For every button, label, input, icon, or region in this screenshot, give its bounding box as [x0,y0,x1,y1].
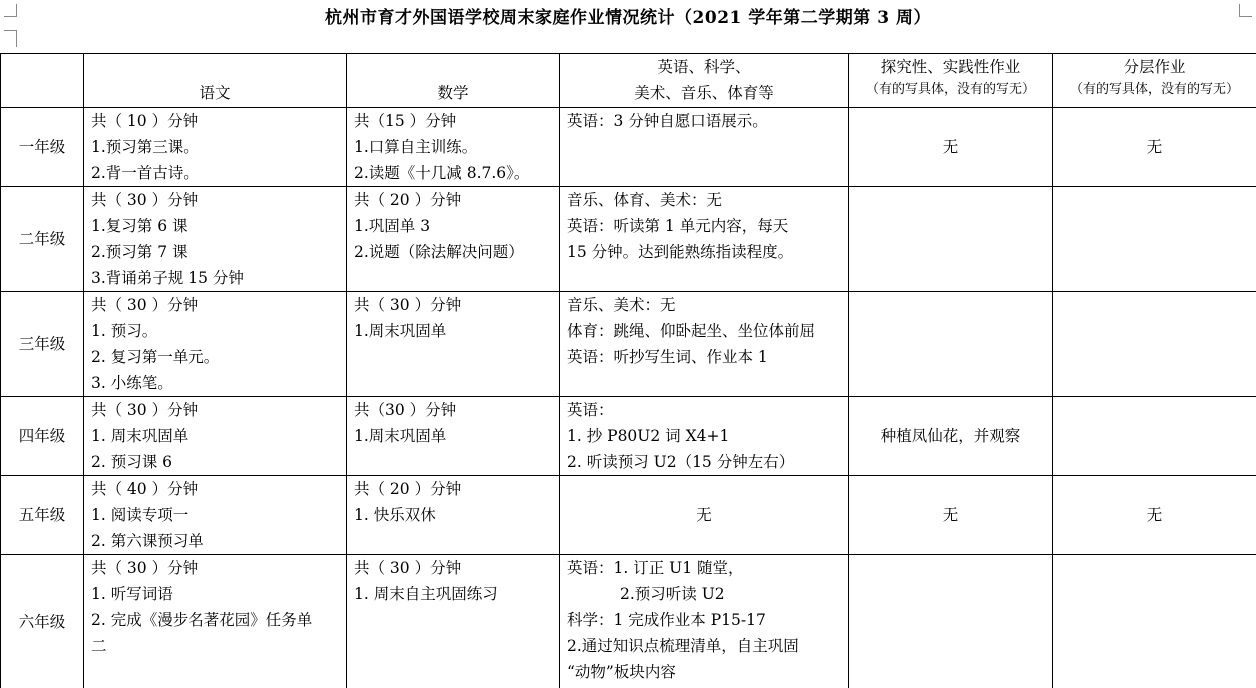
other-subjects-cell: 音乐、体育、美术：无 英语：听读第 1 单元内容，每天 15 分钟。达到能熟练指读程度。 [560,187,849,292]
other-subjects-cell: 英语： 1. 抄 P80U2 词 X4+1 2. 听读预习 U2（15 分钟左右） [560,397,849,476]
grade-label: 六年级 [1,555,84,688]
header-row [1,54,1256,108]
crop-mark-left [4,30,17,47]
header-grade [1,54,84,108]
document-title: 杭州市育才外国语学校周末家庭作业情况统计（2021 学年第二学期第 3 周） [325,8,931,28]
other-subjects-cell: 英语：1. 订正 U1 随堂， 2.预习听读 U2 科学：1 完成作业本 P15-17 2.通过知识点梳理清单，自主巩固 “动物”板块内容 [560,555,849,688]
inquiry-cell: 无 [849,108,1053,187]
math-cell: 共（30 ）分钟 1.周末巩固单 [347,397,560,476]
header-chinese: 语文 [84,54,347,108]
chinese-cell: 共（ 40 ）分钟 1. 阅读专项一 2. 第六课预习单 [84,476,347,555]
math-cell: 共（ 20 ）分钟 1. 快乐双休 [347,476,560,555]
chinese-cell: 共（ 30 ）分钟 1. 听写词语 2. 完成《漫步名著花园》任务单 二 [84,555,347,688]
table-row [1,476,1256,555]
other-subjects-cell: 音乐、美术：无 体育：跳绳、仰卧起坐、坐位体前屈 英语：听抄写生词、作业本 1 [560,292,849,397]
header-other-subjects: 英语、科学、 美术、音乐、体育等 [560,54,849,108]
chinese-cell: 共（ 30 ）分钟 1. 周末巩固单 2. 预习课 6 [84,397,347,476]
header-math: 数学 [347,54,560,108]
table-row [1,187,1256,292]
tiered-cell: 无 [1053,476,1256,555]
inquiry-cell: 无 [849,476,1053,555]
homework-table [0,53,1256,688]
inquiry-cell: 种植凤仙花，并观察 [849,397,1053,476]
table-row [1,555,1256,688]
other-subjects-cell: 英语：3 分钟自愿口语展示。 [560,108,849,187]
tiered-cell [1053,555,1256,688]
other-subjects-cell: 无 [560,476,849,555]
math-cell: 共（ 30 ）分钟 1. 周末自主巩固练习 [347,555,560,688]
grade-label: 四年级 [1,397,84,476]
chinese-cell: 共（ 30 ）分钟 1. 预习。 2. 复习第一单元。 3. 小练笔。 [84,292,347,397]
tiered-cell [1053,397,1256,476]
math-cell: 共（ 20 ）分钟 1.巩固单 3 2.说题（除法解决问题） [347,187,560,292]
grade-label: 一年级 [1,108,84,187]
table-row [1,397,1256,476]
inquiry-cell [849,555,1053,688]
inquiry-cell [849,187,1053,292]
header-inquiry: 探究性、实践性作业 （有的写具体，没有的写无） [849,54,1053,108]
tiered-cell: 无 [1053,108,1256,187]
inquiry-cell [849,292,1053,397]
tiered-cell [1053,292,1256,397]
chinese-cell: 共（ 30 ）分钟 1.复习第 6 课 2.预习第 7 课 3.背诵弟子规 15 分钟 [84,187,347,292]
grade-label: 三年级 [1,292,84,397]
chinese-cell: 共（ 10 ）分钟 1.预习第三课。 2.背一首古诗。 [84,108,347,187]
grade-label: 五年级 [1,476,84,555]
table-row [1,292,1256,397]
math-cell: 共（15 ）分钟 1.口算自主训练。 2.读题《十几减 8.7.6》。 [347,108,560,187]
header-tiered: 分层作业 （有的写具体，没有的写无） [1053,54,1256,108]
math-cell: 共（ 30 ）分钟 1.周末巩固单 [347,292,560,397]
table-row [1,108,1256,187]
grade-label: 二年级 [1,187,84,292]
tiered-cell [1053,187,1256,292]
